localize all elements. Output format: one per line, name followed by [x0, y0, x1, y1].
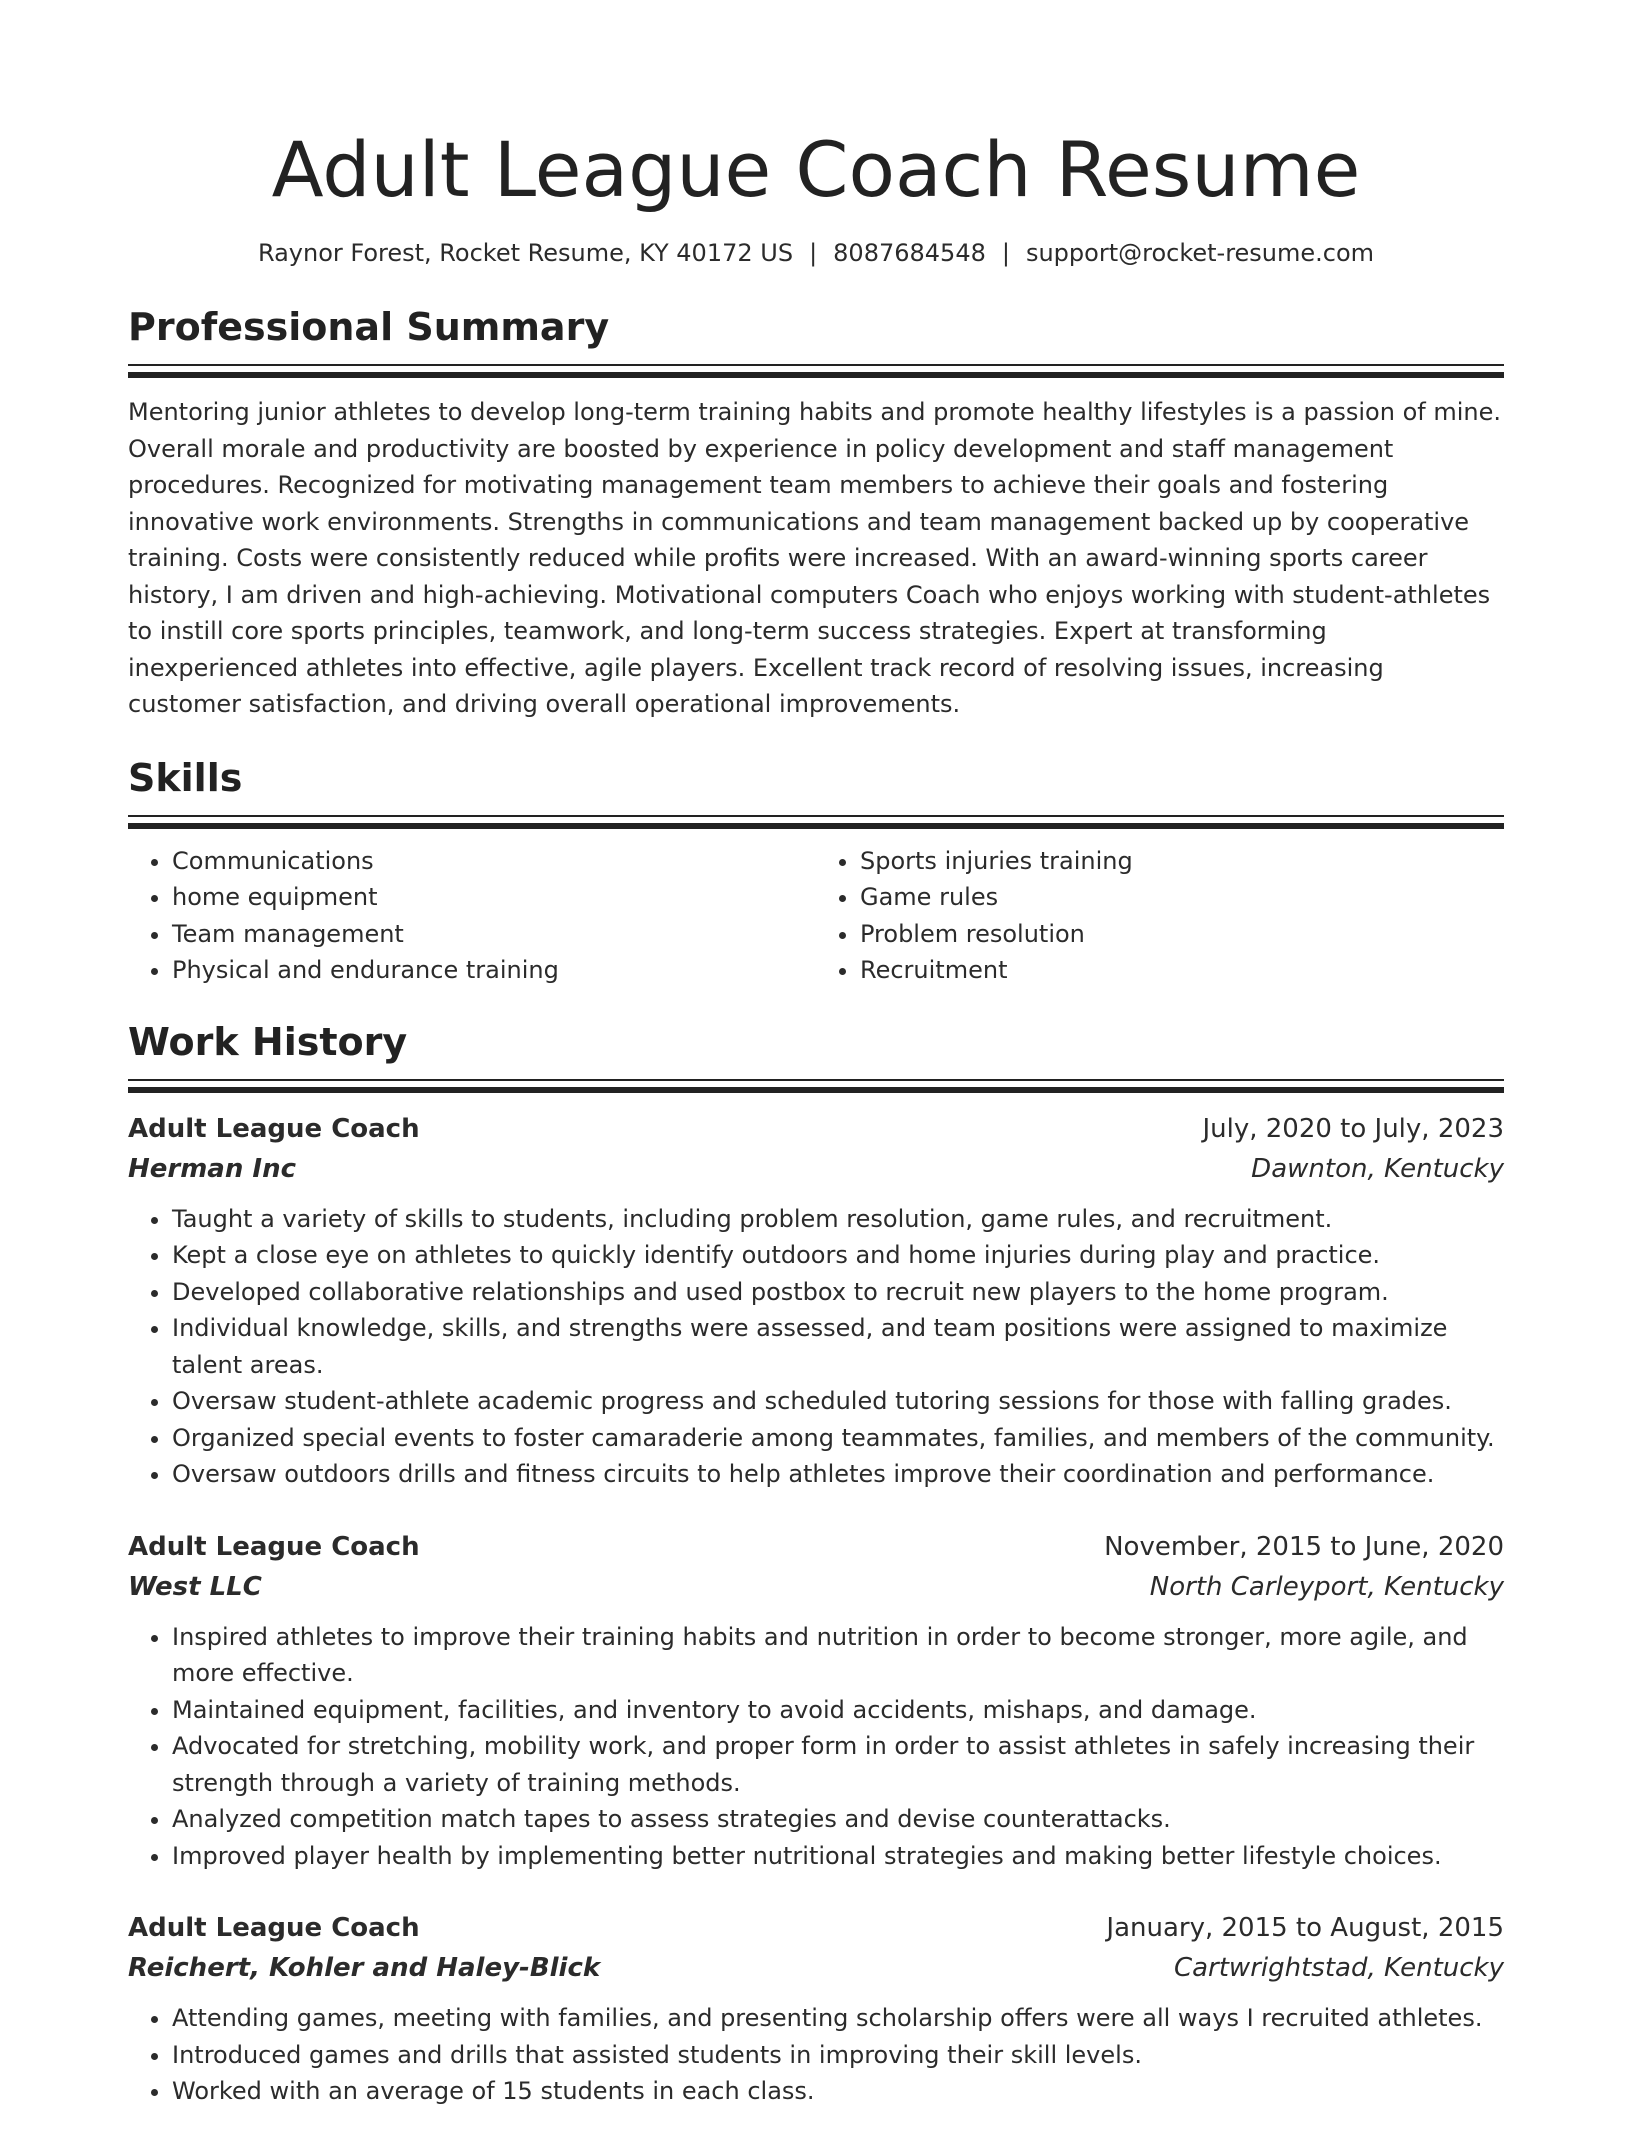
section-rule [128, 1079, 1504, 1081]
contact-separator: | [1001, 239, 1010, 267]
job-title: Adult League Coach [128, 1113, 420, 1144]
skill-item: • Game rules [860, 879, 1504, 916]
skill-item: • Sports injuries training [860, 843, 1504, 880]
contact-line [128, 236, 1504, 270]
job-bullet: • Oversaw student-athlete academic progress and scheduled tutoring sessions for those with falling grades. [172, 1383, 1504, 1420]
skills-list-left [128, 843, 816, 989]
job-bullet: • Introduced games and drills that assisted students in improving their skill levels. [172, 2037, 1504, 2074]
job-bullet: • Attending games, meeting with families, and presenting scholarship offers were all ways I recruited athletes. [172, 2000, 1504, 2037]
job-bullets [128, 1201, 1504, 1493]
job-bullet: • Inspired athletes to improve their training habits and nutrition in order to become stronger, more agile, and more effective. [172, 1619, 1504, 1692]
job-entry [128, 1527, 1504, 1875]
job-title: Adult League Coach [128, 1531, 420, 1562]
summary-section [128, 302, 1504, 723]
section-heading-skills: Skills [128, 755, 243, 800]
section-rule [128, 815, 1504, 817]
job-dates: January, 2015 to August, 2015 [1106, 1913, 1504, 1943]
job-bullet: • Individual knowledge, skills, and strengths were assessed, and team positions were assigned to maximize talent areas. [172, 1310, 1504, 1383]
job-location: Cartwrightstad, Kentucky [1173, 1953, 1504, 1983]
job-bullet: • Developed collaborative relationships and used postbox to recruit new players to the home program. [172, 1274, 1504, 1311]
job-entry [128, 1908, 1504, 2110]
job-company: Herman Inc [128, 1153, 297, 1184]
skill-item: • Physical and endurance training [172, 952, 816, 989]
resume-title: Adult League Coach Resume [271, 125, 1361, 214]
section-rule-thick [128, 823, 1504, 829]
section-rule-thick [128, 1087, 1504, 1093]
job-bullet: • Organized special events to foster camaraderie among teammates, families, and members of the community. [172, 1420, 1504, 1457]
job-bullet: • Advocated for stretching, mobility work, and proper form in order to assist athletes in safely increasing their strength through a variety of training methods. [172, 1728, 1504, 1801]
skills-section [128, 753, 1504, 989]
job-entry [128, 1109, 1504, 1493]
resume-page [128, 0, 1504, 2144]
job-bullet: • Maintained equipment, facilities, and inventory to avoid accidents, mishaps, and damage. [172, 1692, 1504, 1729]
contact-email: support@rocket-resume.com [1025, 239, 1375, 267]
skill-item: • Recruitment [860, 952, 1504, 989]
job-bullet: • Analyzed competition match tapes to assess strategies and devise counterattacks. [172, 1801, 1504, 1838]
section-rule [128, 364, 1504, 366]
contact-separator: | [809, 239, 818, 267]
job-location: North Carleyport, Kentucky [1149, 1571, 1504, 1602]
section-heading-summary: Professional Summary [128, 305, 610, 349]
contact-phone: 8087684548 [833, 239, 986, 267]
work-section [128, 1017, 1504, 2110]
job-bullet: • Worked with an average of 15 students in each class. [172, 2073, 1504, 2110]
skill-item: • Team management [172, 916, 816, 953]
job-company: West LLC [128, 1571, 262, 1602]
job-title: Adult League Coach [128, 1913, 420, 1943]
job-location: Dawnton, Kentucky [1251, 1153, 1504, 1184]
job-company: Reichert, Kohler and Haley-Blick [128, 1953, 601, 1983]
skill-item: • Communications [172, 843, 816, 880]
skills-columns [128, 843, 1504, 989]
section-heading-work: Work History [128, 1019, 408, 1064]
skill-item: • home equipment [172, 879, 816, 916]
skill-item: • Problem resolution [860, 916, 1504, 953]
skills-list-right [816, 843, 1504, 989]
job-bullets [128, 2000, 1504, 2110]
job-bullet: • Kept a close eye on athletes to quickly identify outdoors and home injuries during play and practice. [172, 1237, 1504, 1274]
job-dates: July, 2020 to July, 2023 [1202, 1113, 1504, 1144]
summary-text: Mentoring junior athletes to develop long-term training habits and promote healthy lifestyles is a passion of mine. Overall morale and productivity are boosted by experience in policy development and staff management procedures. Recognized for motivating management team members to achieve their goals and fostering innovative work environments. Strengths in communications and team management backed up by cooperative training. Costs were consistently reduced while profits were increased. With an award-winning sports career history, I am driven and high-achieving. Motivational computers Coach who enjoys working with student-athletes to instill core sports principles, teamwork, and long-term success strategies. Expert at transforming inexperienced athletes into effective, agile players. Excellent track record of resolving issues, increasing customer satisfaction, and driving overall operational improvements. [128, 398, 1501, 718]
job-bullet: • Oversaw outdoors drills and fitness circuits to help athletes improve their coordination and performance. [172, 1456, 1504, 1493]
contact-address: Raynor Forest, Rocket Resume, KY 40172 US [257, 239, 794, 267]
job-dates: November, 2015 to June, 2020 [1104, 1531, 1504, 1562]
job-bullet: • Improved player health by implementing better nutritional strategies and making better lifestyle choices. [172, 1838, 1504, 1875]
job-bullets [128, 1619, 1504, 1875]
job-bullet: • Taught a variety of skills to students, including problem resolution, game rules, and recruitment. [172, 1201, 1504, 1238]
section-rule-thick [128, 372, 1504, 378]
